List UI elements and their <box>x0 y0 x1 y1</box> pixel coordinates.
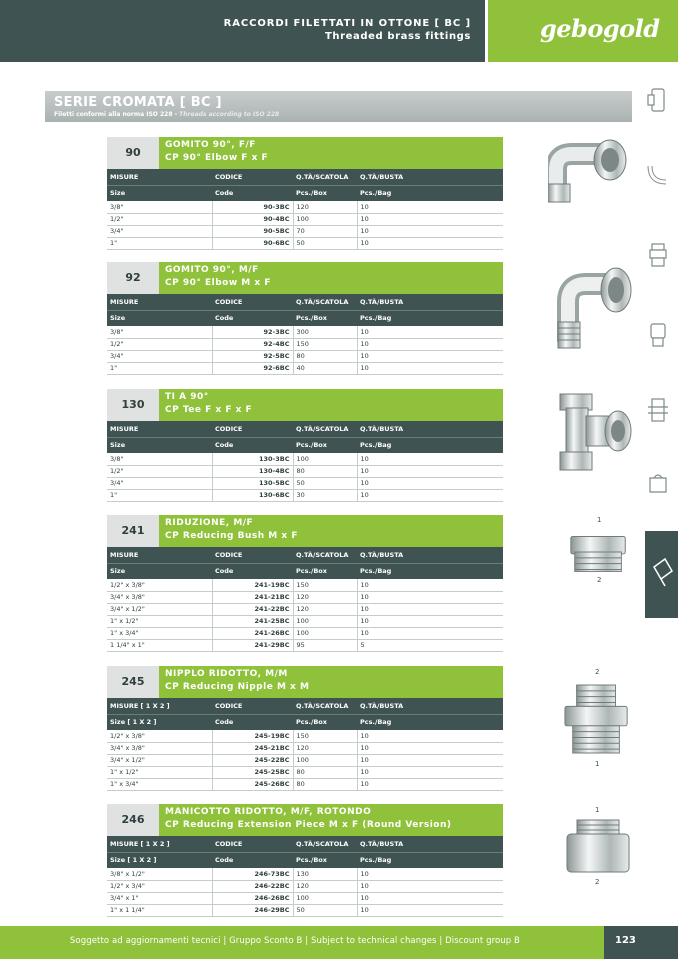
product-title <box>159 389 503 421</box>
code-cell: 241-29BC <box>212 639 293 651</box>
box-qty-cell: 100 <box>293 453 357 465</box>
table-row <box>107 350 503 362</box>
code-cell: 246-22BC <box>212 880 293 892</box>
code-cell: 92-5BC <box>212 350 293 362</box>
size-cell: 3/4" x 1/2" <box>107 603 212 615</box>
size-label-bottom: 1 <box>595 760 600 768</box>
table-subheader-row <box>107 852 503 868</box>
column-subheader: Code <box>212 310 293 326</box>
bag-qty-cell: 5 <box>357 639 503 651</box>
size-cell: 1/2" <box>107 338 212 350</box>
table-header-row <box>107 547 503 563</box>
bag-qty-cell: 10 <box>357 225 503 237</box>
column-header: Q.TÀ/SCATOLA <box>293 294 357 310</box>
column-header: MISURE <box>107 421 212 437</box>
bag-qty-cell: 10 <box>357 754 503 766</box>
code-cell: 130-3BC <box>212 453 293 465</box>
box-qty-cell: 100 <box>293 615 357 627</box>
column-header: MISURE <box>107 294 212 310</box>
column-header: Q.TÀ/BUSTA <box>357 547 503 563</box>
product-title-italian: NIPPLO RIDOTTO, M/M <box>165 669 288 679</box>
size-cell: 3/4" <box>107 225 212 237</box>
side-tab-active[interactable] <box>645 531 678 618</box>
bag-qty-cell: 10 <box>357 201 503 213</box>
size-cell: 1" x 1 1/4" <box>107 904 212 916</box>
box-qty-cell: 80 <box>293 766 357 778</box>
bag-qty-cell: 10 <box>357 868 503 880</box>
box-qty-cell: 120 <box>293 603 357 615</box>
table-row <box>107 754 503 766</box>
size-label-top: 1 <box>595 806 600 814</box>
product-title <box>159 137 503 169</box>
code-cell: 241-25BC <box>212 615 293 627</box>
product-title <box>159 515 503 547</box>
side-elbow-icon[interactable] <box>646 160 670 190</box>
column-header: CODICE <box>212 169 293 185</box>
column-header: MISURE <box>107 169 212 185</box>
column-subheader: Size <box>107 563 212 579</box>
bag-qty-cell: 10 <box>357 489 503 501</box>
table-row <box>107 766 503 778</box>
product-title-italian: RIDUZIONE, M/F <box>165 518 254 528</box>
column-subheader: Code <box>212 852 293 868</box>
box-qty-cell: 120 <box>293 201 357 213</box>
bag-qty-cell: 10 <box>357 213 503 225</box>
series-subtitle <box>54 111 279 118</box>
table-subheader-row <box>107 437 503 453</box>
box-qty-cell: 100 <box>293 627 357 639</box>
column-subheader: Code <box>212 185 293 201</box>
table-row <box>107 225 503 237</box>
product-title-english: CP Reducing Extension Piece M x F (Round Version) <box>165 820 452 830</box>
table-row <box>107 201 503 213</box>
logo-box <box>485 0 678 62</box>
column-header: Q.TÀ/BUSTA <box>357 698 503 714</box>
code-cell: 245-19BC <box>212 730 293 742</box>
table-header-row <box>107 421 503 437</box>
code-cell: 245-25BC <box>212 766 293 778</box>
size-cell: 3/4" x 3/8" <box>107 742 212 754</box>
elbow-mf-icon <box>550 262 634 356</box>
code-cell: 246-26BC <box>212 892 293 904</box>
reducing-nipple-icon <box>563 680 631 762</box>
column-header: CODICE <box>212 698 293 714</box>
size-label-top: 1 <box>597 516 602 524</box>
size-label-top: 2 <box>595 668 600 676</box>
box-qty-cell: 40 <box>293 362 357 374</box>
bag-qty-cell: 10 <box>357 627 503 639</box>
product-table <box>107 836 503 917</box>
series-subtitle-english: Threads according to ISO 228 <box>177 111 280 118</box>
table-row <box>107 615 503 627</box>
column-header: Q.TÀ/SCATOLA <box>293 836 357 852</box>
bag-qty-cell: 10 <box>357 880 503 892</box>
size-cell: 1/2" <box>107 465 212 477</box>
gebogold-logo: gebogold <box>540 14 660 43</box>
product-code: 241 <box>107 515 159 547</box>
page-number: 123 <box>615 935 636 946</box>
column-subheader: Code <box>212 437 293 453</box>
bag-qty-cell: 10 <box>357 477 503 489</box>
bag-qty-cell: 10 <box>357 579 503 591</box>
product-code: 245 <box>107 666 159 698</box>
bag-qty-cell: 10 <box>357 237 503 249</box>
size-cell: 1" x 1/2" <box>107 615 212 627</box>
side-tee-icon[interactable] <box>646 85 670 115</box>
code-cell: 241-19BC <box>212 579 293 591</box>
table-header-row <box>107 294 503 310</box>
column-header: Q.TÀ/BUSTA <box>357 421 503 437</box>
product-title <box>159 666 503 698</box>
column-subheader: Pcs./Bag <box>357 563 503 579</box>
side-union-icon[interactable] <box>646 395 670 425</box>
bag-qty-cell: 10 <box>357 766 503 778</box>
code-cell: 130-6BC <box>212 489 293 501</box>
column-header: Q.TÀ/SCATOLA <box>293 547 357 563</box>
column-subheader: Code <box>212 563 293 579</box>
table-row <box>107 730 503 742</box>
code-cell: 90-5BC <box>212 225 293 237</box>
bag-qty-cell: 10 <box>357 350 503 362</box>
size-cell: 1/2" x 3/8" <box>107 730 212 742</box>
product-title-english: CP 90° Elbow F x F <box>165 153 269 163</box>
table-row <box>107 742 503 754</box>
box-qty-cell: 100 <box>293 754 357 766</box>
code-cell: 241-21BC <box>212 591 293 603</box>
page-header <box>0 0 678 62</box>
code-cell: 92-4BC <box>212 338 293 350</box>
code-cell: 246-29BC <box>212 904 293 916</box>
table-row <box>107 904 503 916</box>
box-qty-cell: 150 <box>293 730 357 742</box>
table-subheader-row <box>107 185 503 201</box>
column-subheader: Pcs./Bag <box>357 310 503 326</box>
bag-qty-cell: 10 <box>357 615 503 627</box>
extension-piece-icon <box>563 816 633 878</box>
bag-qty-cell: 10 <box>357 591 503 603</box>
product-table <box>107 547 503 652</box>
code-cell: 246-73BC <box>212 868 293 880</box>
footer-text: Soggetto ad aggiornamenti tecnici | Gruppo Sconto B | Subject to technical changes | Discount group B <box>69 936 520 946</box>
table-header-row <box>107 698 503 714</box>
side-category-strip <box>640 75 678 515</box>
bag-qty-cell: 10 <box>357 778 503 790</box>
bag-qty-cell: 10 <box>357 338 503 350</box>
table-row <box>107 453 503 465</box>
table-row <box>107 213 503 225</box>
header-title-english: Threaded brass fittings <box>324 31 471 42</box>
box-qty-cell: 100 <box>293 213 357 225</box>
box-qty-cell: 120 <box>293 880 357 892</box>
bag-qty-cell: 10 <box>357 603 503 615</box>
size-cell: 1 1/4" x 1" <box>107 639 212 651</box>
column-subheader: Pcs./Box <box>293 310 357 326</box>
size-cell: 1/2" <box>107 213 212 225</box>
series-title: SERIE CROMATA [ BC ] <box>54 95 222 110</box>
table-row <box>107 362 503 374</box>
table-row <box>107 465 503 477</box>
product-table <box>107 169 503 250</box>
column-header: Q.TÀ/SCATOLA <box>293 698 357 714</box>
size-label-bottom: 2 <box>595 878 600 886</box>
side-nipple-icon[interactable] <box>646 240 670 270</box>
box-qty-cell: 30 <box>293 489 357 501</box>
column-header: MISURE [ 1 X 2 ] <box>107 836 212 852</box>
tee-icon <box>552 390 634 478</box>
table-header-row <box>107 169 503 185</box>
column-header: Q.TÀ/BUSTA <box>357 169 503 185</box>
column-subheader: Size <box>107 185 212 201</box>
size-cell: 3/4" <box>107 477 212 489</box>
header-title-italian: RACCORDI FILETTATI IN OTTONE [ BC ] <box>223 18 471 29</box>
side-tab-fitting-icon <box>645 531 678 618</box>
bag-qty-cell: 10 <box>357 453 503 465</box>
box-qty-cell: 80 <box>293 350 357 362</box>
table-subheader-row <box>107 714 503 730</box>
code-cell: 92-3BC <box>212 326 293 338</box>
box-qty-cell: 300 <box>293 326 357 338</box>
column-header: CODICE <box>212 836 293 852</box>
column-subheader: Pcs./Bag <box>357 852 503 868</box>
product-code: 92 <box>107 262 159 294</box>
box-qty-cell: 130 <box>293 868 357 880</box>
code-cell: 241-26BC <box>212 627 293 639</box>
column-subheader: Size [ 1 X 2 ] <box>107 714 212 730</box>
size-label-bottom: 2 <box>597 576 602 584</box>
size-cell: 1/2" x 3/8" <box>107 579 212 591</box>
column-subheader: Code <box>212 714 293 730</box>
box-qty-cell: 80 <box>293 465 357 477</box>
box-qty-cell: 80 <box>293 778 357 790</box>
box-qty-cell: 50 <box>293 237 357 249</box>
table-row <box>107 868 503 880</box>
footer-bar <box>0 926 604 959</box>
table-row <box>107 591 503 603</box>
code-cell: 92-6BC <box>212 362 293 374</box>
header-titles <box>224 17 471 43</box>
column-subheader: Pcs./Bag <box>357 185 503 201</box>
code-cell: 90-6BC <box>212 237 293 249</box>
size-cell: 1" <box>107 489 212 501</box>
column-subheader: Pcs./Box <box>293 185 357 201</box>
size-cell: 1" x 3/4" <box>107 778 212 790</box>
size-cell: 3/8" <box>107 201 212 213</box>
column-subheader: Pcs./Bag <box>357 714 503 730</box>
column-subheader: Pcs./Box <box>293 563 357 579</box>
box-qty-cell: 50 <box>293 904 357 916</box>
bag-qty-cell: 10 <box>357 904 503 916</box>
code-cell: 130-4BC <box>212 465 293 477</box>
size-cell: 1" <box>107 362 212 374</box>
product-title-english: CP Reducing Bush M x F <box>165 531 298 541</box>
column-header: Q.TÀ/BUSTA <box>357 294 503 310</box>
size-cell: 1" <box>107 237 212 249</box>
product-title-italian: TI A 90° <box>165 392 209 402</box>
code-cell: 245-22BC <box>212 754 293 766</box>
size-cell: 3/4" <box>107 350 212 362</box>
size-cell: 3/4" x 1" <box>107 892 212 904</box>
size-cell: 3/8" x 1/2" <box>107 868 212 880</box>
table-row <box>107 477 503 489</box>
column-subheader: Size <box>107 437 212 453</box>
bag-qty-cell: 10 <box>357 326 503 338</box>
code-cell: 90-3BC <box>212 201 293 213</box>
table-subheader-row <box>107 563 503 579</box>
code-cell: 245-26BC <box>212 778 293 790</box>
bag-qty-cell: 10 <box>357 465 503 477</box>
size-cell: 3/4" x 1/2" <box>107 754 212 766</box>
bag-qty-cell: 10 <box>357 742 503 754</box>
code-cell: 90-4BC <box>212 213 293 225</box>
table-subheader-row <box>107 310 503 326</box>
side-coupling-icon[interactable] <box>646 320 670 350</box>
column-subheader: Pcs./Box <box>293 714 357 730</box>
bag-qty-cell: 10 <box>357 730 503 742</box>
column-header: Q.TÀ/SCATOLA <box>293 169 357 185</box>
box-qty-cell: 95 <box>293 639 357 651</box>
table-row <box>107 627 503 639</box>
column-header: Q.TÀ/SCATOLA <box>293 421 357 437</box>
table-row <box>107 880 503 892</box>
product-table <box>107 698 503 791</box>
table-row <box>107 489 503 501</box>
reducing-bush-icon <box>565 528 633 580</box>
column-header: CODICE <box>212 294 293 310</box>
column-header: Q.TÀ/BUSTA <box>357 836 503 852</box>
size-cell: 1" x 1/2" <box>107 766 212 778</box>
bag-qty-cell: 10 <box>357 892 503 904</box>
page-footer <box>0 926 678 959</box>
table-row <box>107 237 503 249</box>
code-cell: 245-21BC <box>212 742 293 754</box>
side-bush-icon[interactable] <box>646 470 670 500</box>
product-title-english: CP Tee F x F x F <box>165 405 253 415</box>
column-header: MISURE <box>107 547 212 563</box>
product-title-english: CP Reducing Nipple M x M <box>165 682 310 692</box>
product-code: 130 <box>107 389 159 421</box>
column-subheader: Pcs./Bag <box>357 437 503 453</box>
product-title-italian: GOMITO 90°, M/F <box>165 265 259 275</box>
size-cell: 3/8" <box>107 326 212 338</box>
box-qty-cell: 70 <box>293 225 357 237</box>
product-title <box>159 262 503 294</box>
elbow-ff-icon <box>548 138 634 210</box>
size-cell: 3/8" <box>107 453 212 465</box>
product-title-italian: MANICOTTO RIDOTTO, M/F, ROTONDO <box>165 807 372 817</box>
table-row <box>107 338 503 350</box>
product-title-italian: GOMITO 90°, F/F <box>165 140 256 150</box>
column-subheader: Pcs./Box <box>293 437 357 453</box>
box-qty-cell: 150 <box>293 579 357 591</box>
series-subtitle-italian: Filetti conformi alla norma ISO 228 - <box>54 111 178 118</box>
code-cell: 130-5BC <box>212 477 293 489</box>
product-title <box>159 804 503 836</box>
column-subheader: Pcs./Box <box>293 852 357 868</box>
table-row <box>107 892 503 904</box>
column-subheader: Size [ 1 X 2 ] <box>107 852 212 868</box>
column-subheader: Size <box>107 310 212 326</box>
table-row <box>107 639 503 651</box>
table-row <box>107 778 503 790</box>
size-cell: 1" x 3/4" <box>107 627 212 639</box>
product-code: 90 <box>107 137 159 169</box>
box-qty-cell: 150 <box>293 338 357 350</box>
column-header: CODICE <box>212 547 293 563</box>
product-table <box>107 294 503 375</box>
box-qty-cell: 120 <box>293 742 357 754</box>
table-header-row <box>107 836 503 852</box>
size-cell: 3/4" x 3/8" <box>107 591 212 603</box>
product-code: 246 <box>107 804 159 836</box>
size-cell: 1/2" x 3/4" <box>107 880 212 892</box>
table-row <box>107 326 503 338</box>
box-qty-cell: 50 <box>293 477 357 489</box>
box-qty-cell: 120 <box>293 591 357 603</box>
column-header: CODICE <box>212 421 293 437</box>
product-title-english: CP 90° Elbow M x F <box>165 278 271 288</box>
table-row <box>107 579 503 591</box>
box-qty-cell: 100 <box>293 892 357 904</box>
column-header: MISURE [ 1 X 2 ] <box>107 698 212 714</box>
code-cell: 241-22BC <box>212 603 293 615</box>
series-bar <box>45 91 632 122</box>
table-row <box>107 603 503 615</box>
product-table <box>107 421 503 502</box>
bag-qty-cell: 10 <box>357 362 503 374</box>
